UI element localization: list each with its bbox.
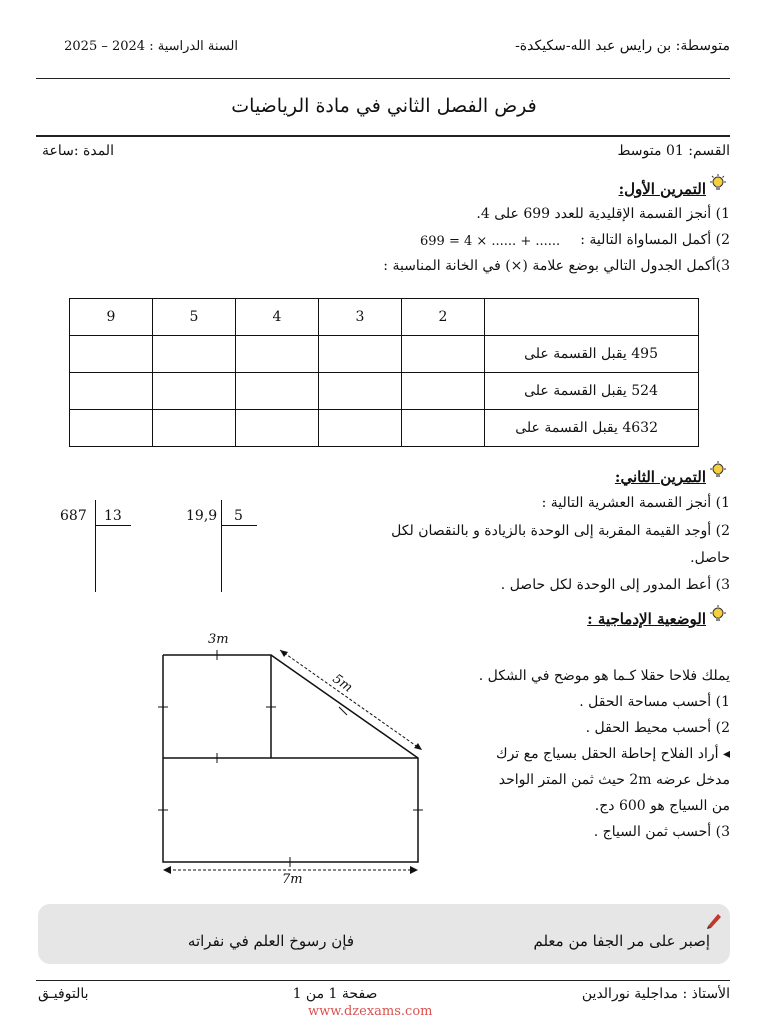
quote-right: إصبر على مر الجفا من معلم — [533, 932, 710, 950]
table-row — [70, 373, 699, 410]
ex1-q1: 1) أنجز القسمة الإقليدية للعدد 699 على 4. — [476, 206, 730, 222]
diagonal-length-label: 5m — [329, 671, 356, 696]
answer-cell[interactable] — [153, 373, 236, 410]
row-label: 4632 يقبل القسمة على — [485, 410, 699, 447]
ex2-q1: 1) أنجز القسمة العشرية التالية : — [541, 495, 730, 511]
integration-line: 1) أحسب مساحة الحقل . — [579, 694, 730, 710]
answer-cell[interactable] — [236, 336, 319, 373]
duration-label: المدة :ساعة — [42, 143, 114, 159]
answer-cell[interactable] — [70, 336, 153, 373]
table-cell: 9 — [70, 299, 153, 336]
class-label: القسم: 01 متوسط — [617, 143, 730, 159]
integration-line: ◂ أراد الفلاح إحاطة الحقل بسياج مع ترك — [496, 746, 730, 762]
teacher-name: الأستاذ : مداجلية نورالدين — [581, 986, 730, 1002]
title-divider — [36, 135, 730, 137]
ex1-q3: 3)أكمل الجدول التالي بوضع علامة (×) في الخانة المناسبة : — [383, 258, 730, 274]
answer-cell[interactable] — [153, 336, 236, 373]
div1-divisor: 13 — [104, 508, 122, 524]
ex1-q2: 2) أكمل المساواة التالية : — [580, 232, 730, 248]
division-bar — [95, 500, 96, 592]
integration-title: الوضعية الإدماجية : — [587, 610, 706, 628]
school-year: السنة الدراسية : 2024 – 2025 — [64, 39, 238, 54]
division-bar — [221, 525, 257, 526]
watermark-link[interactable]: www.dzexams.com — [308, 1004, 433, 1019]
integration-line: 2) أحسب محيط الحقل . — [585, 720, 730, 736]
table-cell: 5 — [153, 299, 236, 336]
table-row — [70, 336, 699, 373]
answer-cell[interactable] — [70, 373, 153, 410]
lightbulb-icon — [708, 604, 728, 624]
answer-cell[interactable] — [402, 336, 485, 373]
div1-dividend: 687 — [60, 508, 87, 524]
row-label: 524 يقبل القسمة على — [485, 373, 699, 410]
answer-cell[interactable] — [402, 373, 485, 410]
table-cell — [485, 299, 699, 336]
div2-dividend: 19,9 — [186, 508, 218, 524]
ex2-title: التمرين الثاني: — [614, 468, 706, 486]
integration-line: يملك فلاحا حقلا كـما هو موضح في الشكل . — [478, 668, 730, 684]
integration-line: مدخل عرضه 2m حيث ثمن المتر الواحد — [498, 772, 730, 788]
answer-cell[interactable] — [153, 410, 236, 447]
top-length-label: 3m — [208, 632, 229, 647]
quote-left: فإن رسوخ العلم في نفراته — [187, 932, 354, 950]
bottom-length-label: 7m — [282, 872, 303, 887]
pencil-icon — [704, 910, 724, 930]
ex2-q2a: 2) أوجد القيمة المقربة إلى الوحدة بالزيادة و بالنقصان لكل — [391, 523, 730, 539]
table-header-row — [70, 299, 699, 336]
ex2-q3: 3) أعط المدور إلى الوحدة لكل حاصل . — [500, 577, 730, 593]
answer-cell[interactable] — [236, 410, 319, 447]
footer-divider — [36, 980, 730, 981]
table-cell: 3 — [319, 299, 402, 336]
table-cell: 4 — [236, 299, 319, 336]
divisibility-table — [69, 298, 699, 447]
page-number: صفحة 1 من 1 — [292, 986, 378, 1002]
ex1-title: التمرين الأول: — [618, 180, 706, 198]
answer-cell[interactable] — [319, 373, 402, 410]
division-bar — [95, 525, 131, 526]
page-title: فرض الفصل الثاني في مادة الرياضيات — [231, 95, 537, 117]
field-figure — [150, 630, 440, 890]
table-row — [70, 410, 699, 447]
table-cell: 2 — [402, 299, 485, 336]
lightbulb-icon — [708, 460, 728, 480]
ex2-q2b: حاصل. — [690, 550, 730, 566]
answer-cell[interactable] — [70, 410, 153, 447]
school-name: متوسطة: بن رايس عبد الله-سكيكدة- — [515, 38, 730, 54]
div2-divisor: 5 — [234, 508, 243, 524]
answer-cell[interactable] — [319, 410, 402, 447]
header-divider — [36, 78, 730, 79]
division-bar — [221, 500, 222, 592]
integration-line: 3) أحسب ثمن السياج . — [593, 824, 730, 840]
integration-line: من السياج هو 600 دج. — [594, 798, 730, 814]
answer-cell[interactable] — [319, 336, 402, 373]
row-label: 495 يقبل القسمة على — [485, 336, 699, 373]
answer-cell[interactable] — [236, 373, 319, 410]
ex1-q2-equation: 699 = 4 × ...... + ...... — [420, 234, 561, 249]
answer-cell[interactable] — [402, 410, 485, 447]
lightbulb-icon — [708, 173, 728, 193]
closing-wish: بالتوفيـق — [38, 986, 89, 1002]
